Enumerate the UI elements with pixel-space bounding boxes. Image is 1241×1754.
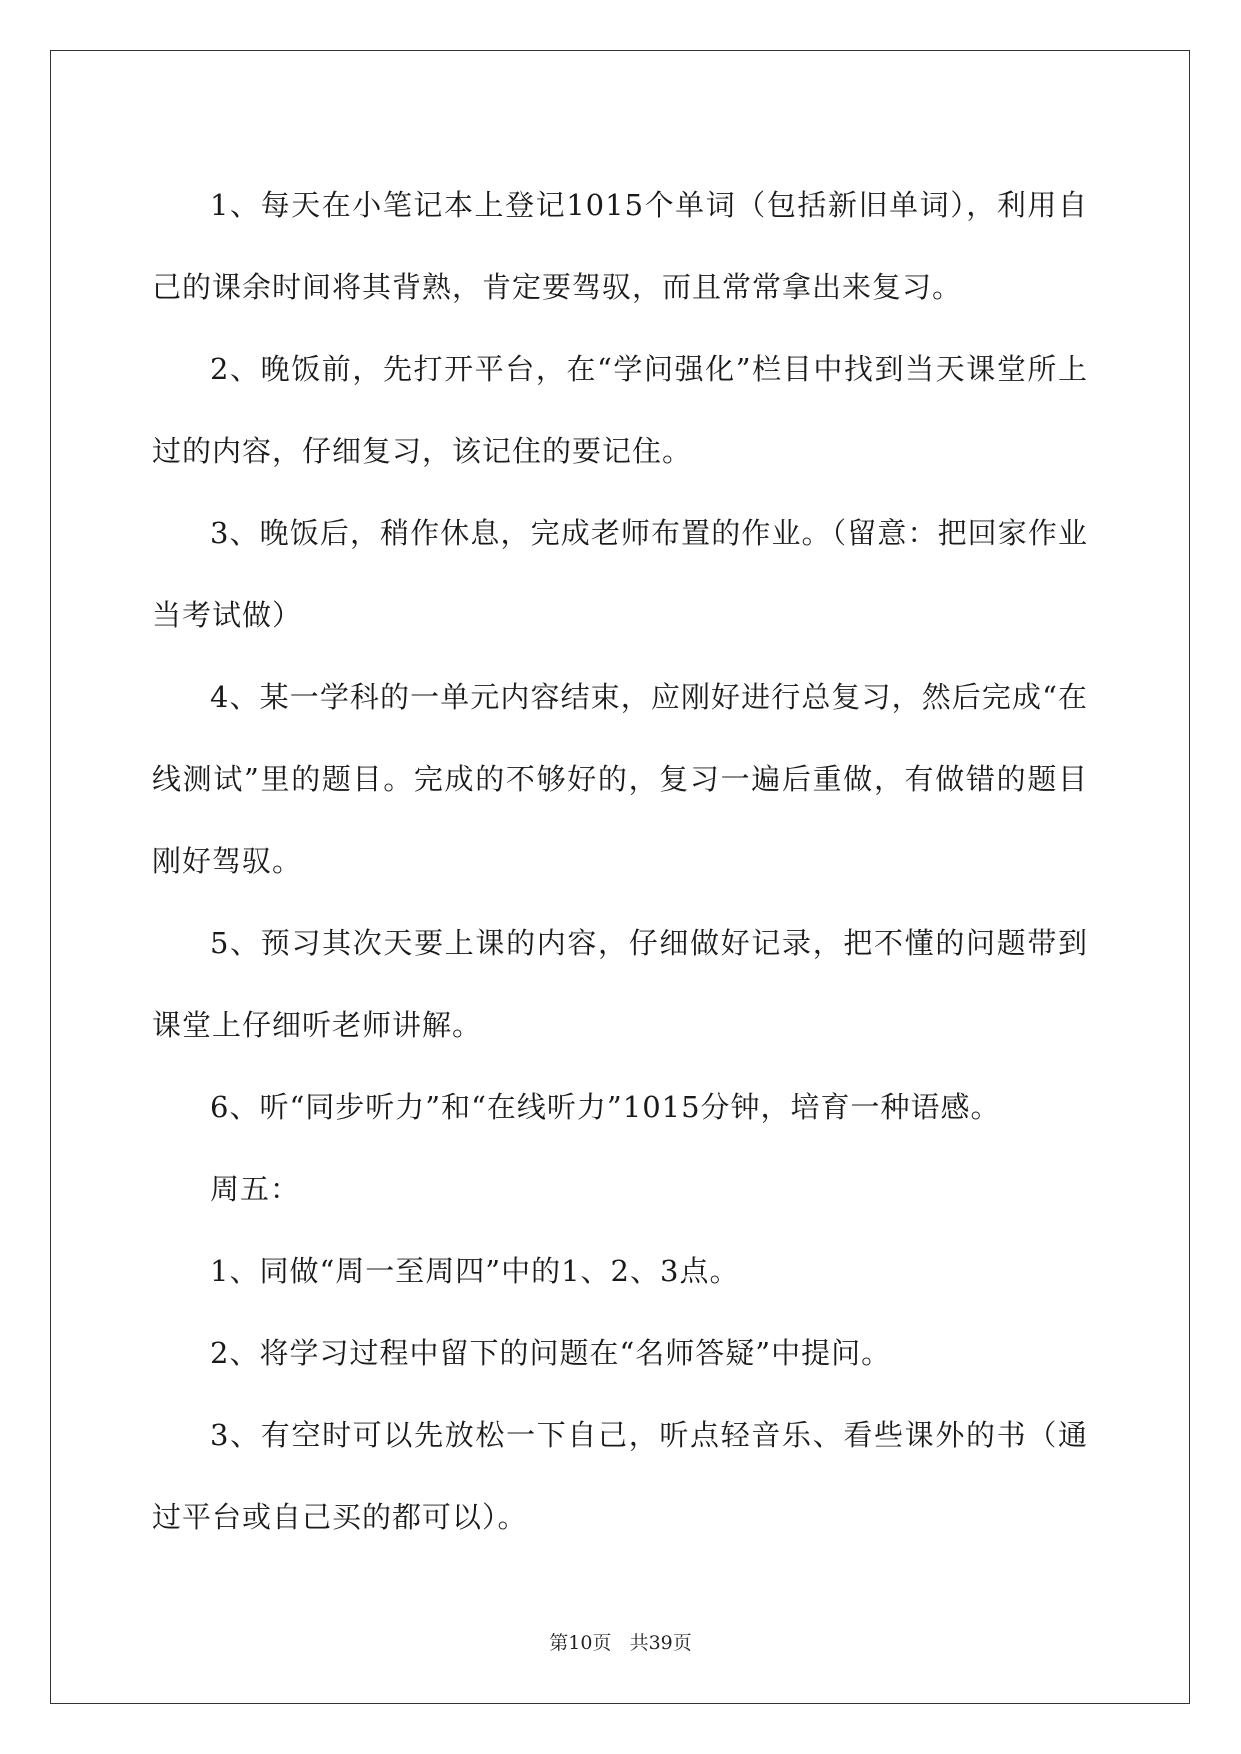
footer-spacer — [611, 1632, 629, 1654]
paragraph: 1、同做“周一至周四”中的1、2、3点。 — [210, 1254, 740, 1288]
paragraph: 3、有空时可以先放松一下自己，听点轻音乐、看些课外的书（通过平台或自己买的都可以）。 — [152, 1418, 1088, 1534]
paragraph: 3、晚饭后，稍作休息，完成老师布置的作业。（留意：把回家作业当考试做） — [152, 516, 1088, 632]
page-footer — [0, 1628, 1241, 1655]
paragraph: 2、晚饭前，先打开平台，在“学问强化”栏目中找到当天课堂所上过的内容，仔细复习，该记住的要记住。 — [152, 352, 1088, 468]
document-body — [152, 164, 1088, 1558]
page-total: 共39页 — [629, 1632, 692, 1654]
section-heading: 周五： — [210, 1172, 301, 1206]
page-number: 第10页 — [549, 1632, 612, 1654]
paragraph: 4、某一学科的一单元内容结束，应刚好进行总复习，然后完成“在线测试”里的题目。完成的不够好的，复习一遍后重做，有做错的题目刚好驾驭。 — [152, 680, 1088, 878]
paragraph: 2、将学习过程中留下的问题在“名师答疑”中提问。 — [210, 1336, 892, 1370]
paragraph: 1、每天在小笔记本上登记1015个单词（包括新旧单词），利用自己的课余时间将其背熟，肯定要驾驭，而且常常拿出来复习。 — [152, 188, 1088, 304]
paragraph: 5、预习其次天要上课的内容，仔细做好记录，把不懂的问题带到课堂上仔细听老师讲解。 — [152, 926, 1088, 1042]
paragraph: 6、听“同步听力”和“在线听力”1015分钟，培育一种语感。 — [210, 1090, 1001, 1124]
